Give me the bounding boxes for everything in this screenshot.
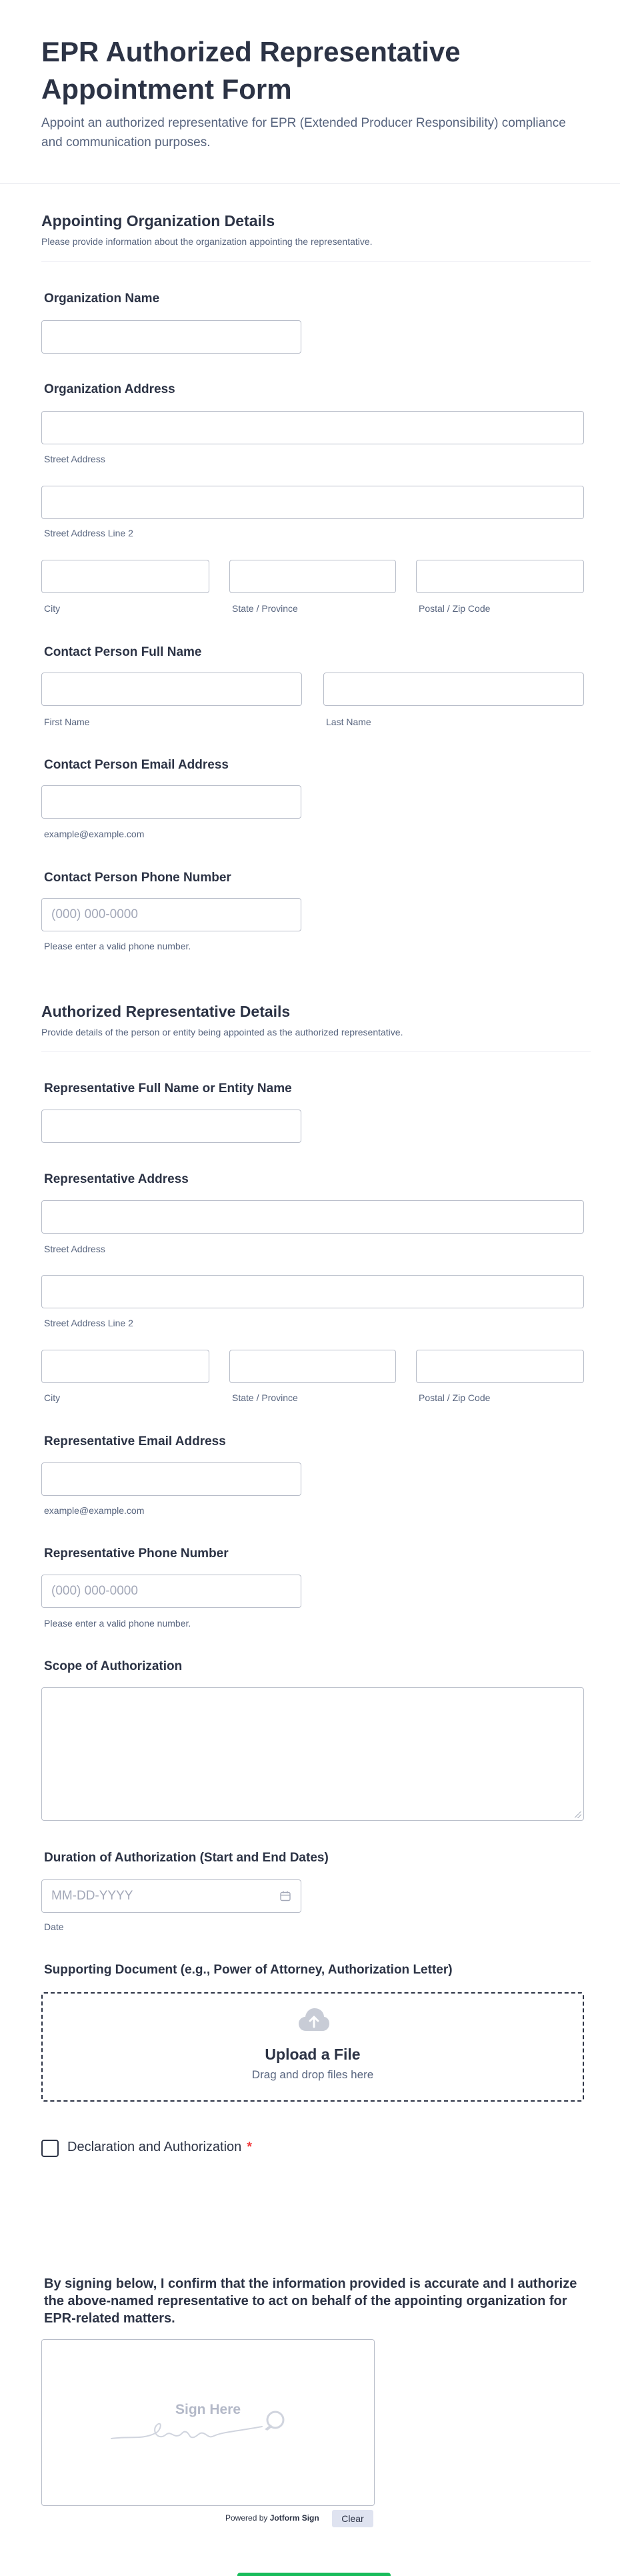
rep-street-address-2-sublabel: Street Address Line 2	[44, 1318, 133, 1328]
rep-name-input[interactable]	[41, 1110, 301, 1143]
contact-phone-placeholder: (000) 000-0000	[51, 907, 138, 921]
contact-phone-label: Contact Person Phone Number	[44, 871, 231, 885]
section-title-representative: Authorized Representative Details	[41, 1003, 291, 1020]
submit-button[interactable]	[237, 2573, 391, 2576]
rep-street-address-sublabel: Street Address	[44, 1244, 105, 1254]
contact-last-name-input[interactable]	[323, 673, 584, 706]
rep-city-sublabel: City	[44, 1392, 61, 1403]
rep-postal-sublabel: Postal / Zip Code	[419, 1392, 491, 1403]
rep-phone-input[interactable]	[41, 1575, 301, 1608]
org-state-input[interactable]	[229, 560, 396, 593]
rep-phone-hint: Please enter a valid phone number.	[44, 1618, 191, 1629]
form-header	[0, 0, 620, 184]
cloud-upload-icon	[297, 2007, 331, 2034]
form-title: EPR Authorized Representative Appointment Form	[41, 36, 461, 105]
org-street-address-2-input[interactable]	[41, 486, 584, 519]
org-postal-input[interactable]	[416, 560, 584, 593]
required-asterisk: *	[247, 2140, 253, 2154]
powered-by	[225, 2513, 319, 2523]
resize-grip-icon[interactable]	[575, 1811, 581, 1818]
rep-state-sublabel: State / Province	[232, 1392, 298, 1403]
declaration-text: By signing below, I confirm that the information provided is accurate and I authorize the above-named representative to act on behalf of the appointing organization for EPR-related matters.	[44, 2276, 577, 2326]
section-divider	[41, 261, 591, 262]
contact-first-name-sublabel: First Name	[44, 717, 90, 727]
contact-last-name-sublabel: Last Name	[326, 717, 371, 727]
powered-by-prefix: Powered by	[225, 2513, 268, 2523]
org-address-label: Organization Address	[44, 382, 175, 396]
org-postal-sublabel: Postal / Zip Code	[419, 603, 491, 614]
contact-email-label: Contact Person Email Address	[44, 758, 229, 772]
declaration-checkbox[interactable]	[41, 2140, 59, 2157]
org-name-input[interactable]	[41, 320, 301, 354]
rep-email-label: Representative Email Address	[44, 1434, 226, 1448]
upload-subtitle: Drag and drop files here	[251, 2068, 374, 2081]
org-name-label: Organization Name	[44, 292, 160, 306]
org-street-address-input[interactable]	[41, 411, 584, 444]
rep-street-address-input[interactable]	[41, 1200, 584, 1234]
date-placeholder: MM-DD-YYYY	[51, 1889, 133, 1903]
section-subtitle-representative: Provide details of the person or entity being appointed as the authorized representative.	[41, 1027, 403, 1037]
sign-here-text: Sign Here	[175, 2402, 241, 2417]
scope-label: Scope of Authorization	[44, 1659, 183, 1673]
contact-first-name-input[interactable]	[41, 673, 302, 706]
declaration-checkbox-label[interactable]	[67, 2140, 252, 2155]
rep-email-input[interactable]	[41, 1462, 301, 1496]
rep-phone-placeholder: (000) 000-0000	[51, 1584, 138, 1598]
signature-scribble-icon	[109, 2407, 309, 2447]
rep-street-address-2-input[interactable]	[41, 1275, 584, 1308]
declaration-checkbox-text: Declaration and Authorization	[67, 2140, 242, 2154]
section-subtitle-organization: Please provide information about the organization appointing the representative.	[41, 236, 373, 247]
rep-email-hint: example@example.com	[44, 1505, 145, 1516]
date-input[interactable]	[41, 1879, 301, 1913]
rep-state-input[interactable]	[229, 1350, 396, 1383]
org-city-sublabel: City	[44, 603, 61, 614]
calendar-icon[interactable]	[279, 1890, 291, 1902]
rep-phone-label: Representative Phone Number	[44, 1547, 229, 1561]
org-state-sublabel: State / Province	[232, 603, 298, 614]
signature-pad[interactable]	[41, 2339, 375, 2506]
contact-name-label: Contact Person Full Name	[44, 645, 202, 659]
scope-textarea[interactable]	[41, 1687, 584, 1821]
rep-address-label: Representative Address	[44, 1172, 189, 1186]
section-title-organization: Appointing Organization Details	[41, 212, 275, 230]
form-subtitle: Appoint an authorized representative for EPR (Extended Producer Responsibility) compliance and communication purposes.	[41, 116, 566, 149]
contact-phone-hint: Please enter a valid phone number.	[44, 941, 191, 951]
org-city-input[interactable]	[41, 560, 209, 593]
rep-postal-input[interactable]	[416, 1350, 584, 1383]
upload-label: Supporting Document (e.g., Power of Attorney, Authorization Letter)	[44, 1963, 453, 1977]
contact-email-hint: example@example.com	[44, 829, 145, 839]
date-sublabel: Date	[44, 1921, 64, 1932]
contact-phone-input[interactable]	[41, 898, 301, 931]
org-street-address-sublabel: Street Address	[44, 454, 105, 464]
clear-signature-button[interactable]: Clear	[332, 2510, 373, 2527]
upload-title: Upload a File	[265, 2046, 361, 2063]
powered-by-brand: Jotform Sign	[269, 2513, 319, 2523]
rep-name-label: Representative Full Name or Entity Name	[44, 1082, 292, 1096]
org-street-address-2-sublabel: Street Address Line 2	[44, 528, 133, 538]
contact-email-input[interactable]	[41, 785, 301, 819]
file-upload-dropzone[interactable]	[41, 1992, 584, 2102]
rep-city-input[interactable]	[41, 1350, 209, 1383]
duration-label: Duration of Authorization (Start and End Dates)	[44, 1851, 329, 1865]
